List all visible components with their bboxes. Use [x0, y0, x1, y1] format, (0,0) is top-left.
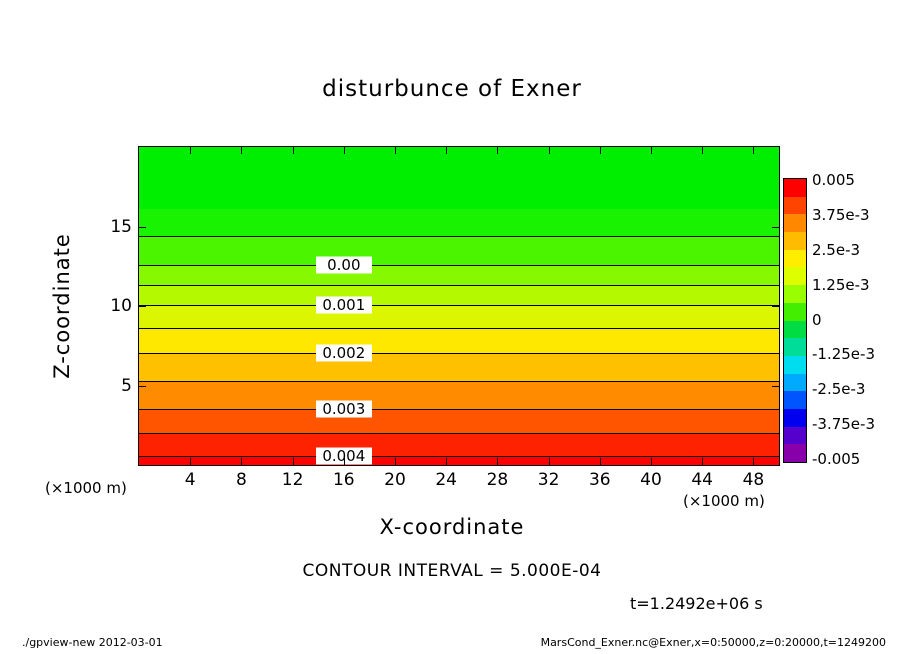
colorbar-segment	[784, 338, 806, 356]
footer-right: MarsCond_Exner.nc@Exner,x=0:50000,z=0:20000,t=1249200	[540, 636, 886, 649]
y-tick	[139, 306, 146, 307]
x-tick	[190, 458, 191, 465]
contour-line	[139, 305, 779, 306]
y-tick	[139, 227, 146, 228]
colorbar-segment	[784, 179, 806, 197]
x-tick-top	[293, 147, 294, 154]
x-tick-top	[497, 147, 498, 154]
x-tick-top	[549, 147, 550, 154]
x-tick-label: 44	[691, 470, 714, 490]
x-tick-label: 36	[588, 470, 611, 490]
y-tick-right	[772, 386, 779, 387]
contour-line	[139, 433, 779, 434]
contour-band	[139, 456, 779, 465]
colorbar-tick-label: -1.25e-3	[812, 345, 875, 364]
colorbar-tick-label: 3.75e-3	[812, 205, 870, 224]
x-tick	[241, 458, 242, 465]
colorbar-tick-label: -0.005	[812, 450, 861, 468]
colorbar	[783, 178, 807, 463]
x-axis-unit: (×1000 m)	[683, 492, 765, 510]
x-tick-label: 28	[486, 470, 509, 490]
x-tick	[497, 458, 498, 465]
contour-line	[139, 285, 779, 286]
contour-band	[139, 328, 779, 353]
y-tick-label: 10	[110, 296, 132, 316]
x-tick	[702, 458, 703, 465]
x-tick-label: 24	[435, 470, 458, 490]
y-tick-right	[772, 227, 779, 228]
x-tick	[395, 458, 396, 465]
contour-band	[139, 353, 779, 381]
contour-band	[139, 236, 779, 266]
x-tick-label: 4	[184, 470, 196, 490]
contour-band	[139, 409, 779, 434]
colorbar-tick-label: 1.25e-3	[812, 275, 870, 294]
x-tick	[651, 458, 652, 465]
contour-line	[139, 456, 779, 457]
chart-title: disturbunce of Exner	[322, 76, 582, 102]
contour-band	[139, 147, 779, 210]
colorbar-segment	[784, 391, 806, 409]
colorbar-segment	[784, 285, 806, 303]
y-tick-right	[772, 306, 779, 307]
x-tick-label: 16	[332, 470, 355, 490]
colorbar-segment	[784, 409, 806, 427]
contour-label: 0.002	[322, 343, 366, 362]
x-axis-title: X-coordinate	[379, 515, 525, 539]
x-tick-top	[446, 147, 447, 154]
contour-band	[139, 305, 779, 329]
contour-band	[139, 285, 779, 305]
x-tick-label: 32	[537, 470, 560, 490]
plot-area	[138, 146, 780, 466]
colorbar-tick-label: 2.5e-3	[812, 240, 861, 259]
x-tick-top	[753, 147, 754, 154]
colorbar-tick-label: -2.5e-3	[812, 380, 866, 399]
contour-label: 0.00	[327, 256, 361, 275]
contour-band	[139, 265, 779, 285]
y-tick-label: 15	[110, 216, 132, 237]
x-tick-top	[190, 147, 191, 154]
colorbar-labels	[812, 171, 902, 468]
y-axis-title: Z-coordinate	[50, 233, 74, 379]
colorbar-segment	[784, 444, 806, 462]
x-tick-top	[651, 147, 652, 154]
contour-label: 0.003	[322, 399, 366, 418]
footer-left: ./gpview-new 2012-03-01	[22, 636, 163, 649]
colorbar-segment	[784, 250, 806, 268]
y-tick	[139, 386, 146, 387]
x-tick-label: 8	[235, 470, 247, 490]
colorbar-segment	[784, 303, 806, 321]
x-tick	[344, 458, 345, 465]
x-tick-top	[395, 147, 396, 154]
contour-line	[139, 236, 779, 237]
x-tick-top	[600, 147, 601, 154]
colorbar-tick-label: 0	[812, 310, 822, 329]
x-tick	[446, 458, 447, 465]
contour-band	[139, 209, 779, 237]
contour-line	[139, 328, 779, 329]
contour-interval-text: CONTOUR INTERVAL = 5.000E-04	[302, 561, 602, 581]
x-tick	[753, 458, 754, 465]
contour-line	[139, 265, 779, 266]
colorbar-segment	[784, 267, 806, 285]
colorbar-tick-label: 0.005	[812, 171, 855, 189]
x-tick-top	[241, 147, 242, 154]
x-tick	[293, 458, 294, 465]
contour-label: 0.004	[322, 447, 366, 466]
x-tick-top	[702, 147, 703, 154]
colorbar-tick-label: -3.75e-3	[812, 415, 875, 434]
colorbar-segment	[784, 374, 806, 392]
colorbar-segment	[784, 321, 806, 339]
x-tick-top	[344, 147, 345, 154]
x-tick-label: 40	[640, 470, 662, 490]
contour-line	[139, 353, 779, 354]
y-axis-unit: (×1000 m)	[45, 479, 127, 497]
colorbar-segment	[784, 214, 806, 232]
x-tick	[600, 458, 601, 465]
y-axis-tick-labels	[96, 146, 132, 466]
x-tick-label: 20	[384, 470, 406, 490]
x-tick-label: 48	[742, 470, 765, 490]
x-tick-label: 12	[281, 470, 304, 490]
x-tick	[549, 458, 550, 465]
x-axis-tick-labels	[138, 470, 780, 494]
colorbar-segment	[784, 197, 806, 215]
contour-line	[139, 381, 779, 382]
timestamp-text: t=1.2492e+06 s	[630, 594, 763, 613]
contour-label: 0.001	[322, 296, 366, 315]
contour-band	[139, 381, 779, 409]
colorbar-segment	[784, 427, 806, 445]
contour-band	[139, 433, 779, 457]
y-tick-label: 5	[121, 375, 132, 396]
colorbar-segment	[784, 232, 806, 250]
colorbar-segment	[784, 356, 806, 374]
contour-line	[139, 409, 779, 410]
